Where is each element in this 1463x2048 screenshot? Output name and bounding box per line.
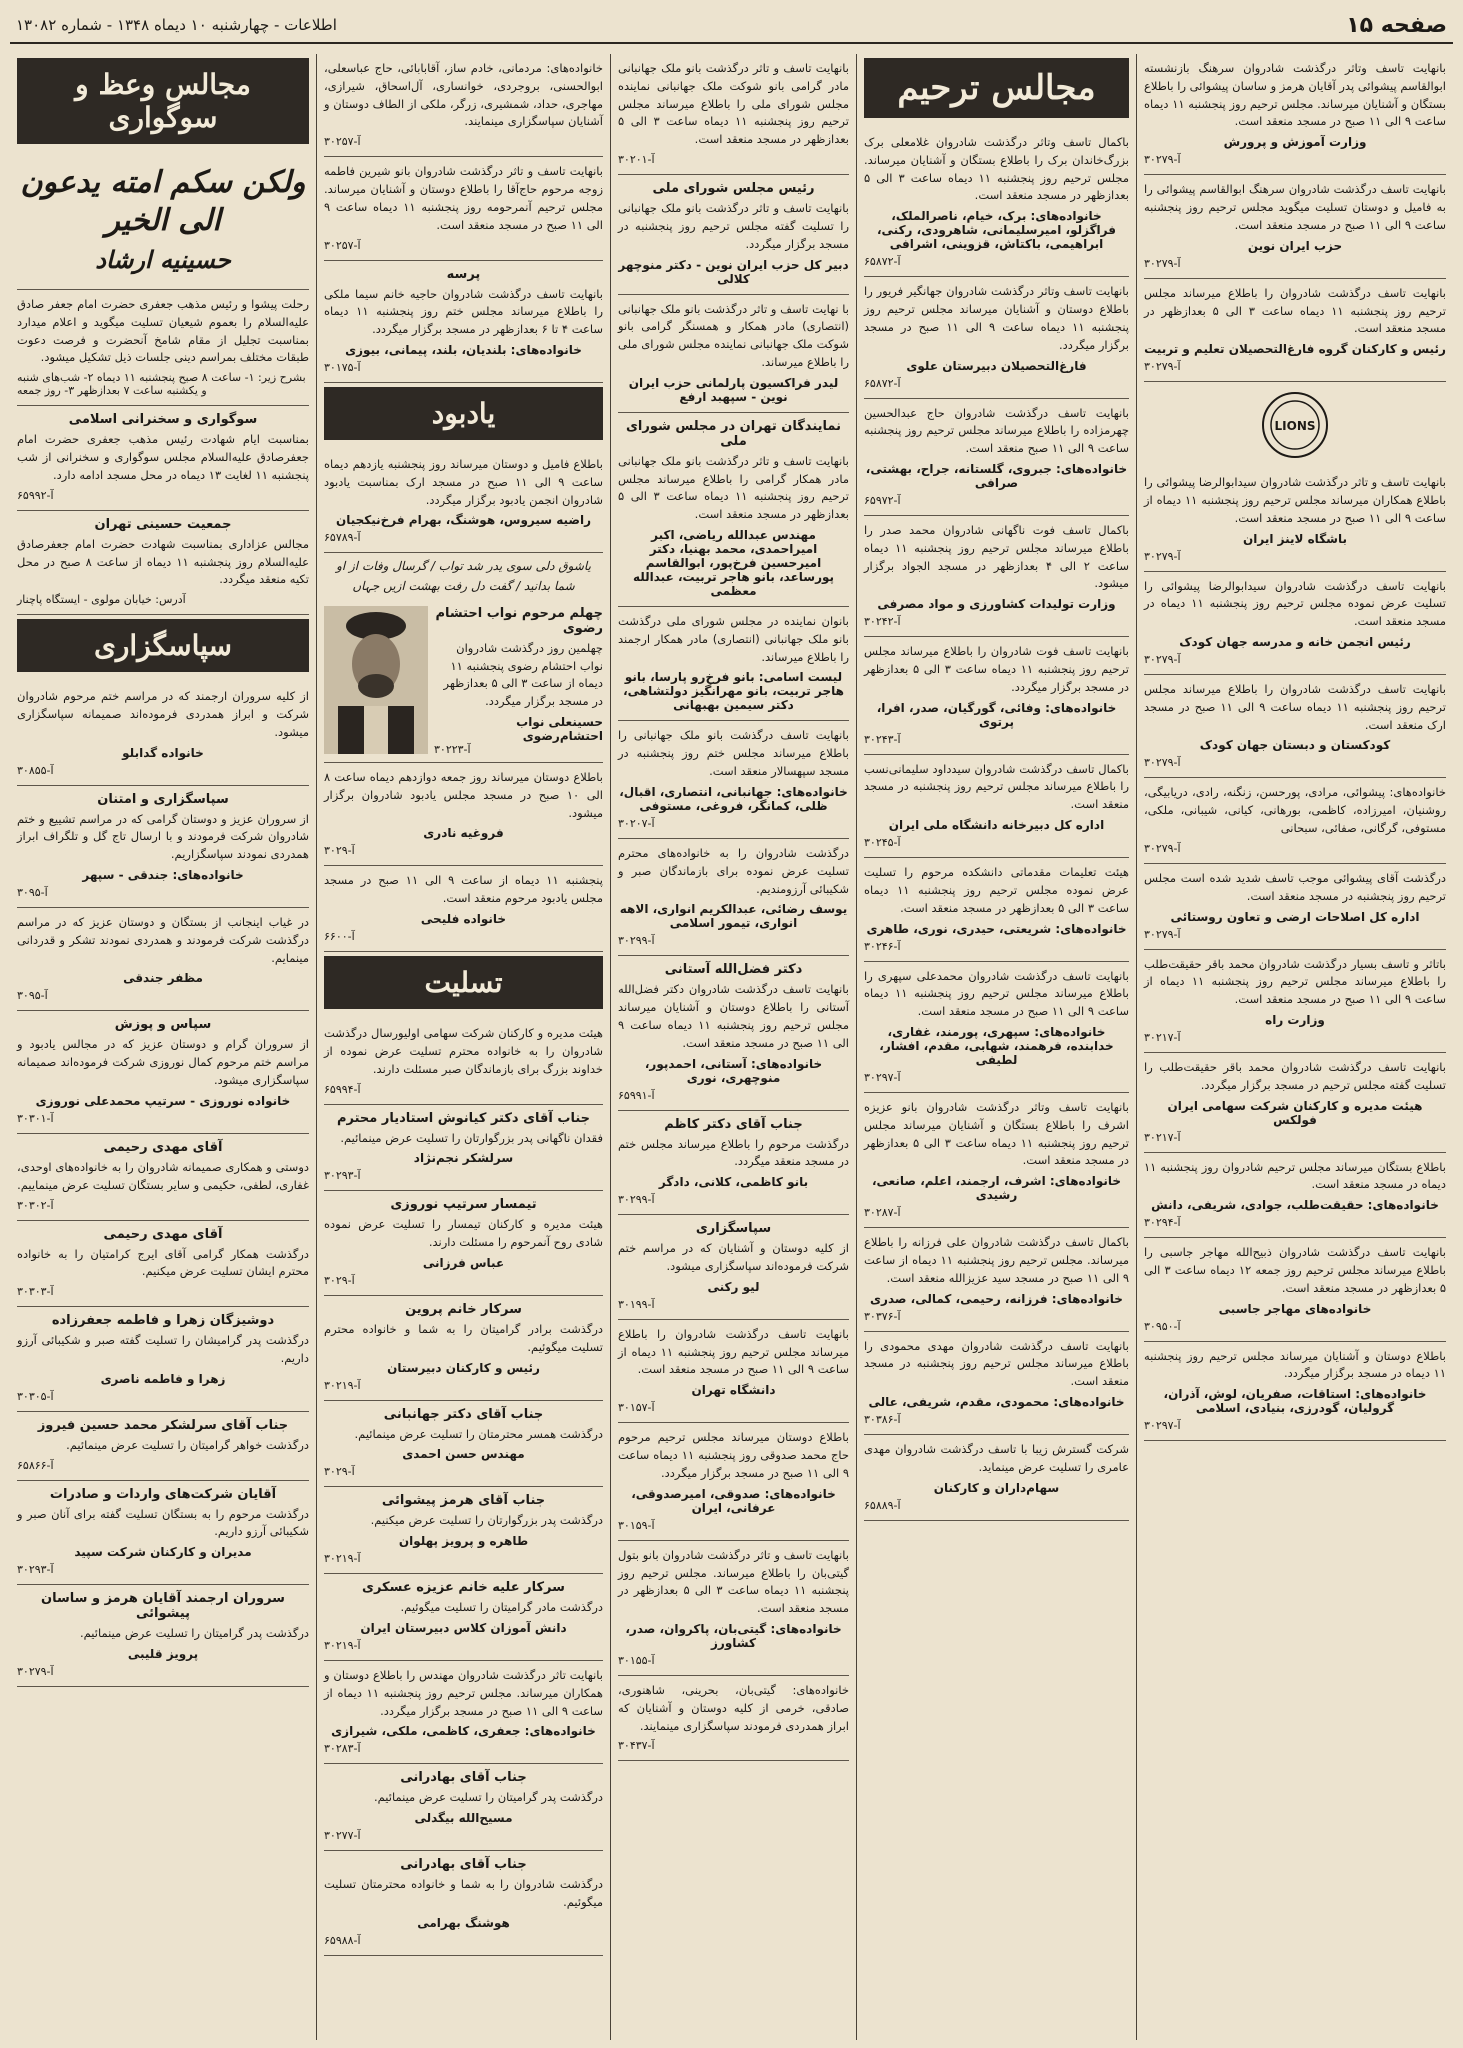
notice: باکمال تاسف درگذشت شادروان سیدداود سلیمانی‌نسب را باطلاع میرساند مجلس ترحیم روز پنجشنبه در مسجد منعقد است. اداره کل دبیرخانه دانشگاه ملی ایران آ-۳۰۲۴۵ <box>864 755 1129 858</box>
notice: هیئت مدیره و کارکنان شرکت سهامی اولیورسال درگذشت شادروان را به خانواده محترم تسلیت عرض نموده از خداوند بزرگ برای بازماندگان صبر مسئلت دارند. آ-۶۵۹۹۴ <box>324 1019 603 1104</box>
notice: باطلاع دوستان و آشنایان میرساند مجلس ترحیم روز پنجشنبه ۱۱ دیماه در مسجد برگزار میگردد. خانواده‌های: استاقات، صفریان، لوش، آذران، گرولیان، گودرزی، بنیادی، اسلامی آ-۳۰۲۹۷ <box>1144 1342 1446 1442</box>
notice: جناب آقای هرمز پیشوائی درگذشت پدر بزرگوارتان را تسلیت عرض میکنیم. طاهره و پرویز پهلوان آ-۳۰۲۱۹ <box>324 1487 603 1574</box>
notice: باکمال تاسف وتاثر درگذشت شادروان غلامعلی برک بزرگ‌خاندان برک را باطلاع بستگان و آشنایان میرساند. مجلس ترحیم روز پنجشنبه ۱۱ دیماه ساعت ۳ الی ۵ بعدازظهر در مسجد منعقد است. خانواده‌های: برک، خیام، ناصرالملک، فراگزلو، امیرسلیمانی، شاهرودی، رکنی، ابراهیمی، باکتاش، قزوینی، اشرافی آ-۶۵۸۷۲ <box>864 128 1129 277</box>
notice: هیئت تعلیمات مقدماتی دانشکده مرحوم را تسلیت عرض نموده مجلس ترحیم روز پنجشنبه ۱۱ دیماه ساعت ۳ الی ۵ بعدازظهر در مسجد منعقد است. خانواده‌های: شریعتی، حیدری، نوری، طاهری آ-۳۰۲۴۶ <box>864 858 1129 961</box>
notice: بانهایت تاسف درگذشت شادروان را باطلاع میرساند مجلس ترحیم روز پنجشنبه ۱۱ دیماه ساعت ۳ الی ۵ بعدازظهر در مسجد منعقد است. رئیس و کارکنان گروه فارغ‌التحصیلان تعلیم و تربیت آ-۳۰۲۷۹ <box>1144 279 1446 382</box>
notice: خانواده‌های: پیشوائی، مرادی، پورحسن، زنگنه، رادی، دریابیگی، روشنیان، امیرزاده، کاظمی، بورهانی، کیانی، شیبانی، ملکی، مستوفی، گرگانی، صفائی، سبحانی آ-۳۰۲۷۹ <box>1144 778 1446 863</box>
notice: سپاسگزاری از کلیه دوستان و آشنایان که در مراسم ختم شرکت فرموده‌اند سپاسگزاری میشود. لیو رکنی آ-۳۰۱۹۹ <box>618 1215 849 1320</box>
notice: بانهایت تاسف درگذشت شادروان را باطلاع میرساند مجلس ترحیم روز پنجشنبه ۱۱ دیماه از ساعت ۹ الی ۱۱ صبح در مسجد منعقد است. دانشگاه تهران آ-۳۰۱۵۷ <box>618 1320 849 1423</box>
masthead <box>10 8 1453 44</box>
notice: پرسه بانهایت تاسف درگذشت شادروان حاجیه خانم سیما ملکی را باطلاع میرساند مجلس ختم روز پنجشنبه ۱۱ دیماه ساعت ۴ تا ۶ بعدازظهر در مسجد برگزار میگردد. خانواده‌های: بلندیان، بلند، پیمانی، بیوزی آ-۳۰۱۷۵ <box>324 261 603 383</box>
notice: بانهایت تاسف و تاثر درگذشت شادروان بانو بتول گیتی‌بان را باطلاع میرساند. مجلس ترحیم روز پنجشنبه ۱۱ دیماه ساعت ۳ الی ۵ بعدازظهر در مسجد منعقد است. خانواده‌های: گیتی‌بان، پاکروان، صدر، کشاورز آ-۳۰۱۵۵ <box>618 1541 849 1676</box>
column-5 <box>1136 54 1453 2040</box>
notice: باتاثر و تاسف بسیار درگذشت شادروان محمد باقر حقیقت‌طلب را باطلاع میرساند مجلس ترحیم روز پنجشنبه ۱۱ دیماه از ساعت ۹ الی ۱۱ صبح در مسجد منعقد است. وزارت راه آ-۳۰۲۱۷ <box>1144 950 1446 1053</box>
notice: باکمال تاسف فوت ناگهانی شادروان محمد صدر را باطلاع میرساند مجلس ترحیم روز پنجشنبه ۱۱ دیماه ساعت ۲ الی ۴ بعدازظهر در مسجد الجواد برگزار میشود. وزارت تولیدات کشاورزی و مواد مصرفی آ-۳۰۲۴۲ <box>864 516 1129 637</box>
newspaper-page <box>10 8 1453 2040</box>
notice: باکمال تاسف درگذشت شادروان علی فرزانه را باطلاع میرساند. مجلس ترحیم روز پنجشنبه ۱۱ دیماه از ساعت ۹ الی ۱۱ صبح در مسجد سید عزیزالله منعقد است. خانواده‌های: فرزانه، رحیمی، کمالی، صدری آ-۳۰۳۷۶ <box>864 1228 1129 1331</box>
notice: بانهایت تاسف درگذشت شادروان حاج عبدالحسین چهرمزاده را باطلاع میرساند مجلس ترحیم روز پنجشنبه ساعت ۹ الی ۱۱ صبح منعقد است. خانواده‌های: جبروی، گلستانه، جراح، بهشتی، صرافی آ-۶۵۹۷۲ <box>864 399 1129 516</box>
notice: سپاس و پوزش از سروران گرام و دوستان عزیز که در مجالس یادبود و مراسم ختم مرحوم کمال نوروزی شرکت فرموده‌اند صمیمانه سپاسگزاری میشود. خانواده نوروزی - سرتیپ محمدعلی نوروزی آ-۳۰۳۰۱ <box>17 1011 309 1133</box>
section-banner: یادبود <box>324 387 603 440</box>
page-number: صفحه ۱۵ <box>1346 12 1447 38</box>
column-4 <box>856 54 1136 2040</box>
notice: نمایندگان تهران در مجلس شورای ملی بانهایت تاسف و تاثر درگذشت بانو ملک جهانبانی مادر همکار گرامی را باطلاع میرساند مجلس ترحیم روز پنجشنبه ۱۱ دیماه ساعت ۳ الی ۵ بعدازظهر در مسجد منعقد است. مهندس عبدالله ریاضی، اکبر امیراحمدی، محمد بهنیا، دکتر امیرحسین فرخ‌پور، ابوالقاسم پورساعد، بانو هاجر تربیت، عبدالله معظمی <box>618 413 849 607</box>
notice: بانهایت تاسف درگذشت شادروان مهدی محمودی را باطلاع میرساند مجلس ترحیم روز پنجشنبه در مسجد منعقد است. خانواده‌های: محمودی، مقدم، شریفی، عالی آ-۳۰۳۸۶ <box>864 1332 1129 1435</box>
notice: دوشیزگان زهرا و فاطمه جعفرزاده درگذشت پدر گرامیشان را تسلیت گفته صبر و شکیبائی آرزو داریم. زهرا و فاطمه ناصری آ-۳۰۳۰۵ <box>17 1307 309 1412</box>
notice: رئیس مجلس شورای ملی بانهایت تاسف و تاثر درگذشت بانو ملک جهانبانی را تسلیت گفته مجلس ترحیم روز پنجشنبه در مسجد برگزار میگردد. دبیر کل حزب ایران نوین - دکتر منوچهر کلالی <box>618 175 849 294</box>
notice: سرکار علیه خانم عزیزه عسکری درگذشت مادر گرامیتان را تسلیت میگوئیم. دانش آموزان کلاس دبیرستان ایران آ-۳۰۲۱۹ <box>324 1574 603 1661</box>
notice: آقای مهدی رحیمی دوستی و همکاری صمیمانه شادروان را به خانواده‌های اوحدی، غفاری، لطفی، حکیمی و سایر بستگان تسلیت عرض مینماییم. آ-۳۰۳۰۲ <box>17 1134 309 1221</box>
memorial-poem: یاشوق دلی سوی یدر شد تواب / گرسال وفات از او شما بدانید / گفت دل رفت بهشت ازیں جہاں <box>336 559 591 593</box>
notice: جمعیت حسینی تهران مجالس عزاداری بمناسبت شهادت حضرت امام جعفرصادق علیه‌السلام روز پنجشنبه ۱۱ دیماه از ساعت ۸ صبح در محل تکیه منعقد میگردد. آدرس: خیابان مولوی - ایستگاه پاچنار <box>17 511 309 615</box>
notice: با نهایت تاسف و تاثر درگذشت بانو ملک جهانبانی (انتصاری) مادر همکار و همسنگر گرامی بانو شوکت ملک جهانبانی نماینده مجلس شورای ملی را باطلاع میرساند. لیدر فراکسیون پارلمانی حزب ایران نوین - سپهبد ارفع <box>618 295 849 413</box>
calligraphy-subtitle: حسینیه ارشاد <box>95 245 231 274</box>
notice: بانهایت تاثر درگذشت شادروان مهندس را باطلاع دوستان و همکاران میرساند. مجلس ترحیم روز پنجشنبه ۱۱ دیماه از ساعت ۹ الی ۱۱ صبح در مسجد برگزار میگردد. خانواده‌های: جعفری، کاظمی، ملکی، شیرازی آ-۳۰۲۸۳ <box>324 1661 603 1764</box>
portrait-photo <box>324 606 428 754</box>
notice: سوگواری و سخنرانی اسلامی بمناسبت ایام شهادت رئیس مذهب جعفری حضرت امام جعفرصادق علیه‌السلام مجلس سوگواری و سخنرانی از شب پنجشنبه ۱۱ لغایت ۱۳ دیماه در محل مسجد ادامه دارد. آ-۶۵۹۹۲ <box>17 406 309 510</box>
lions-logo-icon <box>1260 390 1330 460</box>
notice: بانهایت تاسف درگذشت شادروان محمدعلی سپهری را باطلاع میرساند مجلس ترحیم روز پنجشنبه ۱۱ دیماه ساعت ۹ الی ۱۱ صبح در مسجد منعقد است. خانواده‌های: سپهری، پورمند، غفاری، خدابنده، فرهمند، شهابی، مقدم، افشار، لطیفی آ-۳۰۲۹۷ <box>864 962 1129 1093</box>
notice: بانوان نماینده در مجلس شورای ملی درگذشت بانو ملک جهانبانی (انتصاری) مادر همکار ارجمند را باطلاع میرساند. لیست اسامی: بانو فرخ‌رو پارسا، بانو هاجر تربیت، بانو مهرانگیز دولتشاهی، دکتر سیمین بهبهانی <box>618 607 849 721</box>
notice: سروران ارجمند آقایان هرمز و ساسان پیشوائی درگذشت پدر گرامیتان را تسلیت عرض مینمائیم. پرویز قلیبی آ-۳۰۲۷۹ <box>17 1585 309 1687</box>
column-3 <box>610 54 856 2040</box>
emblem-text: LIONS <box>1274 419 1316 434</box>
notice: باطلاع دوستان میرساند روز جمعه دوازدهم دیماه ساعت ۸ الی ۱۰ صبح در مسجد مجلس یادبود شادروان برگزار میشود. فروغیه نادری آ-۳۰۲۹ <box>324 763 603 866</box>
notice: باطلاع دوستان میرساند مجلس ترحیم مرحوم حاج محمد صدوقی روز پنجشنبه ۱۱ دیماه ساعت ۹ الی ۱۱ صبح در مسجد برگزار میگردد. خانواده‌های: صدوقی، امیرصدوقی، عرفانی، ایران آ-۳۰۱۵۹ <box>618 1423 849 1540</box>
notice: رحلت پیشوا و رئیس مذهب جعفری حضرت امام جعفر صادق علیه‌السلام را بعموم شیعیان تسلیت میگوید و اعلام میدارد بمناسبت تجلیل از مقام شامخ آنحضرت و فرصت دعوت طبقات مختلف بمراسم دینی جلسات ذیل تشکیل میشود. بشرح زیر: ۱- ساعت ۸ صبح پنجشنبه ۱۱ دیماه ۲- شب‌های شنبه و یکشنبه ساعت ۷ بعدازظهر ۳- روز جمعه <box>17 290 309 406</box>
section-banner: مجالس ترحیم <box>864 58 1129 118</box>
notice: از کلیه سروران ارجمند که در مراسم ختم مرحوم شادروان شرکت و ابراز همدردی فرموده‌اند صمیمانه سپاسگزاری میشود. خانواده گدابلو آ-۳۰۸۵۵ <box>17 682 309 785</box>
notice: بانهایت تاسف وتاثر درگذشت شادروان جهانگیر فریور را باطلاع دوستان و آشنایان میرساند مجلس ترحیم روز پنجشنبه ۱۱ دیماه ساعت ۹ الی ۱۱ صبح در مسجد برگزار میگردد. فارغ‌التحصیلان دبیرستان علوی آ-۶۵۸۷۲ <box>864 277 1129 398</box>
notice: جناب آقای بهادرانی درگذشت شادروان را به شما و خانواده محترمتان تسلیت میگوئیم. هوشنگ بهرامی آ-۶۵۹۸۸ <box>324 1851 603 1956</box>
notice: باطلاع فامیل و دوستان میرساند روز پنجشنبه یازدهم دیماه ساعت ۹ الی ۱۱ صبح در مسجد ارک بمناسبت یادبود شادروان انجمن یادبود برگزار میگردد. راضیه سیروس، هوشنگ، بهرام فرخ‌نیکجیان آ-۶۵۷۸۹ <box>324 450 603 553</box>
notice: جناب آقای سرلشکر محمد حسین فیروز درگذشت خواهر گرامیتان را تسلیت عرض مینمائیم. آ-۶۵۸۶۶ <box>17 1412 309 1481</box>
section-banner: سپاسگزاری <box>17 619 309 672</box>
notice: در غیاب اینجانب از بستگان و دوستان عزیز که در مراسم درگذشت شرکت فرمودند و همدردی نمودند تشکر و قدردانی مینمایم. مظفر جندقی آ-۳۰۹۵ <box>17 908 309 1011</box>
section-banner: تسلیت <box>324 956 603 1009</box>
notice: آقایان شرکت‌های واردات و صادرات درگذشت مرحوم را به بستگان تسلیت گفته برای آنان صبر و شکیبائی آرزو داریم. مدیران و کارکنان شرکت سپید آ-۳۰۲۹۳ <box>17 1481 309 1586</box>
photo-caption: چهلم مرحوم نواب احتشام رضوی <box>435 605 603 636</box>
notice: درگذشت آقای پیشوائی موجب تاسف شدید شده است مجلس ترحیم روز پنجشنبه در مسجد منعقد است. اداره کل اصلاحات ارضی و تعاون روستائی آ-۳۰۲۷۹ <box>1144 864 1446 950</box>
notice: خانواده‌های: مردمانی، خادم ساز، آقابابائی، حاج عباسعلی، ابوالحسنی، بروجردی، خوانساری، آل‌اسحاق، شیرازی، مهاجری، حداد، شمشیری، زرگر، ملکی از الطاف دوستان و آشنایان سپاسگزاری مینمایند. آ-۳۰۲۵۷ <box>324 54 603 157</box>
notice: بانهایت تاسف درگذشت شادروان سیدابوالرضا پیشوائی را تسلیت عرض نموده مجلس ترحیم روز پنجشنبه ۱۱ دیماه در مسجد منعقد است. رئیس انجمن خانه و مدرسه جهان کودک آ-۳۰۲۷۹ <box>1144 572 1446 675</box>
notice: بانهایت تاسف وتاثر درگذشت شادروان بانو عزیزه اشرف را باطلاع بستگان و آشنایان میرساند مجلس ترحیم روز پنجشنبه ۱۱ دیماه ساعت ۳ الی ۵ بعدازظهر در مسجد منعقد است. خانواده‌های: اشرف، ارجمند، اعلم، صانعی، رشیدی آ-۳۰۲۸۷ <box>864 1093 1129 1228</box>
lions-club-emblem <box>1144 382 1446 468</box>
notice: باطلاع بستگان میرساند مجلس ترحیم شادروان روز پنجشنبه ۱۱ دیماه در مسجد منعقد است. خانواده‌های: حقیقت‌طلب، جوادی، شریفی، دانش آ-۳۰۲۹۴ <box>1144 1153 1446 1239</box>
notice: بانهایت تاسف درگذشت بانو ملک جهانبانی را باطلاع میرساند مجلس ختم روز پنجشنبه در مسجد سپهسالار منعقد است. خانواده‌های: جهانبانی، انتصاری، اقبال، ظلی، کمانگر، فروغی، مستوفی آ-۳۰۲۰۷ <box>618 721 849 838</box>
notice: بانهایت تاسف فوت شادروان را باطلاع میرساند مجلس ترحیم روز پنجشنبه ۱۱ دیماه ساعت ۳ الی ۵ بعدازظهر در مسجد برگزار میگردد. خانواده‌های: وفائی، گورگیان، صدر، افرا، پرتوی آ-۳۰۲۴۳ <box>864 637 1129 754</box>
notice: جناب آقای دکتر کیانوش استادیار محترم فقدان ناگهانی پدر بزرگوارتان را تسلیت عرض مینمائیم. سرلشکر نجم‌نژاد آ-۳۰۲۹۳ <box>324 1105 603 1192</box>
notice: بانهایت تاسف وتاثر درگذشت شادروان سرهنگ بازنشسته ابوالقاسم پیشوائی پدر آقایان هرمز و ساسان پیشوائی را باطلاع بستگان و آشنایان میرساند. مجلس ترحیم روز پنجشنبه ۱۱ دیماه ساعت ۹ الی ۱۱ صبح در مسجد منعقد است. وزارت آموزش و پرورش آ-۳۰۲۷۹ <box>1144 54 1446 175</box>
notice: پنجشنبه ۱۱ دیماه از ساعت ۹ الی ۱۱ صبح در مسجد مجلس یادبود مرحوم منعقد است. خانواده فلیحی آ-۶۶۰۰ <box>324 866 603 952</box>
notice: بانهایت تاسف و تاثر درگذشت بانو ملک جهانبانی مادر گرامی بانو شوکت ملک جهانبانی نماینده مجلس شورای ملی را باطلاع میرساند مجلس ترحیم روز پنجشنبه ۱۱ دیماه ساعت ۳ الی ۵ بعدازظهر در مسجد منعقد است. آ-۳۰۲۰۱ <box>618 54 849 175</box>
notice: جناب آقای بهادرانی درگذشت پدر گرامیتان را تسلیت عرض مینمائیم. مسیح‌الله بیگدلی آ-۳۰۲۷۷ <box>324 1764 603 1851</box>
issue-info: اطلاعات - چهارشنبه ۱۰ دیماه ۱۳۴۸ - شماره ۱۳۰۸۲ <box>16 16 337 34</box>
memorial-photo-notice: چهلم مرحوم نواب احتشام رضوی چهلمین روز درگذشت شادروان نواب احتشام رضوی پنجشنبه ۱۱ دیماه از ساعت ۳ الی ۵ بعدازظهر در مسجد برگزار میگردد. حسینعلی نواب احتشام‌رضوی آ-۳۰۲۲۳ <box>324 600 603 763</box>
notice: تیمسار سرتیپ نوروزی هیئت مدیره و کارکنان تیمسار را تسلیت عرض نموده شادی روح آنمرحوم را مسئلت دارند. عباس فرزانی آ-۳۰۲۹ <box>324 1191 603 1296</box>
notice: بانهایت تاسف درگذشت شادروان محمد باقر حقیقت‌طلب را تسلیت گفته مجلس ترحیم در مسجد برگزار میگردد. هیئت مدیره و کارکنان شرکت سهامی ایران فولکس آ-۳۰۲۱۷ <box>1144 1053 1446 1153</box>
notice: سپاسگزاری و امتنان از سروران عزیز و دوستان گرامی که در مراسم تشییع و ختم شادروان شرکت فرمودند و با ارسال تاج گل و تلگراف ابراز همدردی نمودند سپاسگزاریم. خانواده‌های: جندقی - سپهر آ-۳۰۹۵ <box>17 786 309 908</box>
notice: آقای مهدی رحیمی درگذشت همکار گرامی آقای ایرج کرامتیان را به خانواده محترم ایشان تسلیت عرض میکنیم. آ-۳۰۳۰۳ <box>17 1221 309 1308</box>
notice: بانهایت تاسف و تاثر درگذشت شادروان بانو شیرین فاطمه زوجه مرحوم حاج‌آقا را باطلاع دوستان و آشنایان میرساند. مجلس ترحیم آنمرحومه روز پنجشنبه ۱۱ دیماه ساعت ۹ الی ۱۱ صبح در مسجد منعقد است. آ-۳۰۲۵۷ <box>324 157 603 260</box>
notice: بانهایت تاسف درگذشت شادروان سرهنگ ابوالقاسم پیشوائی را به فامیل و دوستان تسلیت میگوید مجلس ترحیم روز پنجشنبه ساعت ۹ الی ۱۱ صبح در مسجد منعقد است. حزب ایران نوین آ-۳۰۲۷۹ <box>1144 175 1446 278</box>
notice: شرکت گسترش زیبا با تاسف درگذشت شادروان مهدی عامری را تسلیت عرض مینماید. سهام‌داران و کارکنان آ-۶۵۸۸۹ <box>864 1435 1129 1521</box>
notice: خانواده‌های: گیتی‌بان، بحرینی، شاهنوری، صادقی، خرمی از کلیه دوستان و آشنایان که ابراز همدردی فرمودند سپاسگزاری مینمایند. آ-۳۰۴۳۷ <box>618 1676 849 1761</box>
columns <box>10 54 1453 2040</box>
column-1 <box>10 54 316 2040</box>
notice: سرکار خانم پروین درگذشت برادر گرامیتان را به شما و خانواده محترم تسلیت میگوئیم. رئیس و کارکنان دبیرستان آ-۳۰۲۱۹ <box>324 1296 603 1401</box>
notice: بانهایت تاسف درگذشت شادروان ذبیح‌الله مهاجر جاسبی را باطلاع میرساند مجلس ترحیم روز جمعه ۱۲ دیماه ساعت ۳ الی ۵ بعدازظهر در مسجد منعقد است. خانواده‌های مهاجر جاسبی آ-۳۰۹۵۰ <box>1144 1238 1446 1341</box>
notice: جناب آقای دکتر جهانبانی درگذشت همسر محترمتان را تسلیت عرض مینمائیم. مهندس حسن احمدی آ-۳۰۲۹ <box>324 1401 603 1488</box>
notice: دکتر فضل‌الله آستانی بانهایت تاسف درگذشت شادروان دکتر فضل‌الله آستانی را باطلاع دوستان و آشنایان میرساند مجلس ترحیم روز پنجشنبه ۱۱ دیماه ساعت ۹ الی ۱۱ صبح در مسجد منعقد است. خانواده‌های: آستانی، احمدپور، منوچهری، نوری آ-۶۵۹۹۱ <box>618 956 849 1110</box>
calligraphy-verse: ولکن سکم امته یدعون الی الخیر حسینیه ارشاد <box>17 154 309 290</box>
notice: بانهایت تاسف درگذشت شادروان را باطلاع میرساند مجلس ترحیم روز پنجشنبه ۱۱ دیماه ساعت ۹ الی ۱۱ صبح در مسجد ارک منعقد است. کودکستان و دبستان جهان کودک آ-۳۰۲۷۹ <box>1144 675 1446 778</box>
column-2 <box>316 54 610 2040</box>
section-banner: مجالس وعظ و سوگواری <box>17 58 309 144</box>
notice: جناب آقای دکتر کاظم درگذشت مرحوم را باطلاع میرساند مجلس ختم در مسجد منعقد میگردد. بانو کاظمی، کلانی، دادگر آ-۳۰۲۹۹ <box>618 1111 849 1216</box>
notice: درگذشت شادروان را به خانواده‌های محترم تسلیت عرض نموده برای بازماندگان صبر و شکیبائی آرزومندیم. یوسف رضائی، عبدالکریم انواری، الاهه انواری، تیمور اسلامی آ-۳۰۲۹۹ <box>618 839 849 956</box>
notice: بانهایت تاسف و تاثر درگذشت شادروان سیدابوالرضا پیشوائی را باطلاع همکاران میرساند مجلس ترحیم روز پنجشنبه ۱۱ دیماه از ساعت ۹ الی ۱۱ صبح در مسجد منعقد است. باشگاه لاینز ایران آ-۳۰۲۷۹ <box>1144 468 1446 571</box>
